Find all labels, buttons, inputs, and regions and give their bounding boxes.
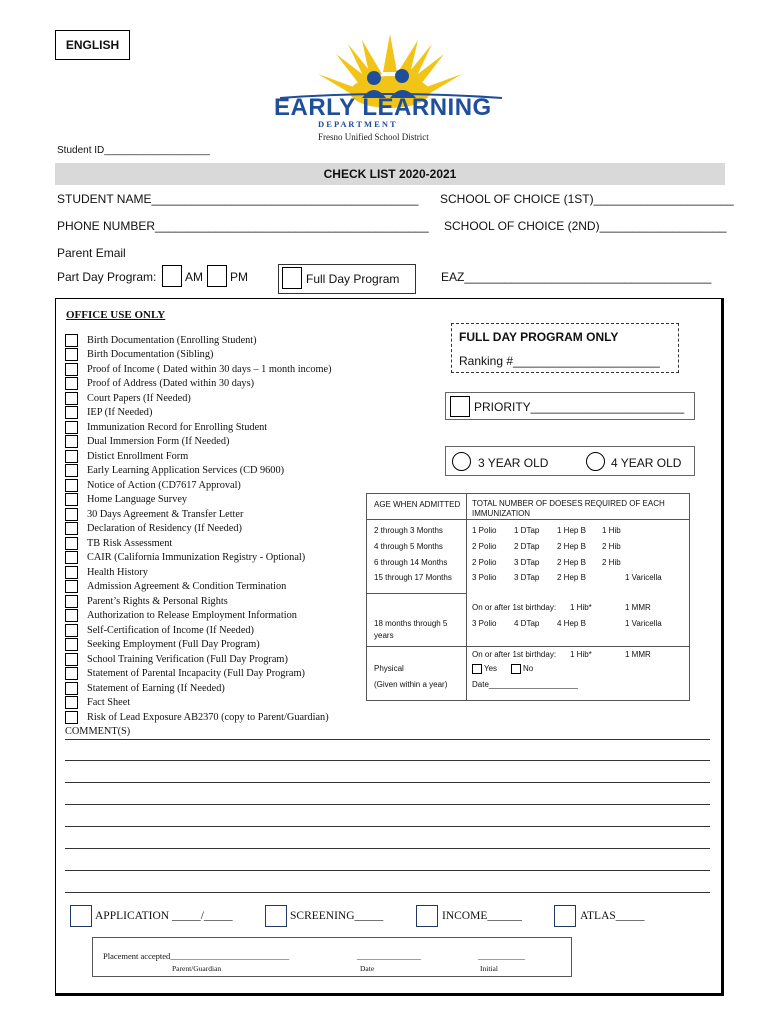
item-label: Admission Agreement & Condition Termination	[87, 581, 287, 593]
table-cell: 1 MMR	[625, 650, 651, 659]
item-label: Proof of Address (Dated within 30 days)	[87, 378, 255, 390]
item-checkbox[interactable]	[65, 638, 78, 651]
table-head-doses: TOTAL NUMBER OF DOESES REQUIRED OF EACH IMMUNIZATION	[472, 499, 665, 518]
table-cell: 1 DTap	[514, 526, 540, 535]
list-item	[65, 594, 332, 609]
priority-checkbox[interactable]	[450, 396, 470, 417]
item-checkbox[interactable]	[65, 508, 78, 521]
table-cell: On or after 1st birthday:	[472, 603, 557, 612]
list-item	[65, 609, 332, 624]
income-checkbox[interactable]	[416, 905, 438, 927]
table-cell: 2 DTap	[514, 542, 540, 551]
item-label: Birth Documentation (Sibling)	[87, 349, 214, 361]
table-cell: 2 Hep B	[557, 542, 586, 551]
list-item	[65, 435, 332, 450]
table-cell: On or after 1st birthday:	[472, 650, 557, 659]
list-item	[65, 565, 332, 580]
item-checkbox[interactable]	[65, 479, 78, 492]
item-checkbox[interactable]	[65, 609, 78, 622]
table-row-age: 6 through 14 Months	[374, 558, 448, 567]
list-item	[65, 710, 332, 725]
application-label: APPLICATION _____/_____	[95, 910, 233, 922]
table-cell: 4 DTap	[514, 619, 540, 628]
list-item	[65, 333, 332, 348]
item-checkbox[interactable]	[65, 377, 78, 390]
table-row-age: 15 through 17 Months	[374, 573, 452, 582]
item-checkbox[interactable]	[65, 406, 78, 419]
date-caption: Date	[360, 964, 375, 973]
item-label: Early Learning Application Services (CD 9600)	[87, 465, 285, 477]
list-item	[65, 406, 332, 421]
comments-label-row	[65, 725, 332, 740]
list-item	[65, 681, 332, 696]
table-cell: 3 Polio	[472, 619, 497, 628]
item-label: Court Papers (If Needed)	[87, 392, 191, 404]
logo-title: EARLY LEARNING	[274, 94, 492, 121]
item-checkbox[interactable]	[65, 421, 78, 434]
table-row-age: 18 months through 5 years	[374, 619, 448, 640]
am-label: AM	[185, 270, 203, 284]
parent-guardian-caption: Parent/Guardian	[172, 964, 222, 973]
list-item	[65, 493, 332, 508]
item-checkbox[interactable]	[65, 493, 78, 506]
item-label: CAIR (California Immunization Registry - Optional)	[87, 552, 306, 564]
item-checkbox[interactable]	[65, 348, 78, 361]
item-label: Birth Documentation (Enrolling Student)	[87, 334, 257, 346]
comment-line[interactable]	[65, 870, 710, 871]
table-cell: 1 Hib*	[570, 650, 592, 659]
table-column-divider	[466, 493, 467, 701]
early-learning-logo	[270, 32, 510, 144]
list-item	[65, 638, 332, 653]
ranking-field[interactable]: Ranking #______________________	[459, 354, 660, 368]
comment-line[interactable]	[65, 739, 710, 740]
item-label: 30 Days Agreement & Transfer Letter	[87, 508, 244, 520]
table-cell: 1 Varicella	[625, 619, 662, 628]
physical-date-field[interactable]: Date____________________	[472, 680, 578, 689]
item-checkbox[interactable]	[65, 464, 78, 477]
item-checkbox[interactable]	[65, 450, 78, 463]
item-label: Home Language Survey	[87, 494, 188, 506]
item-checkbox[interactable]	[65, 522, 78, 535]
list-item	[65, 667, 332, 682]
list-item	[65, 362, 332, 377]
item-label: Statement of Parental Incapacity (Full Day Program)	[87, 668, 305, 680]
atlas-label: ATLAS_____	[580, 910, 645, 922]
item-label: Notice of Action (CD7617 Approval)	[87, 479, 241, 491]
table-cell: 2 Polio	[472, 542, 497, 551]
item-label: School Training Verification (Full Day Program)	[87, 653, 288, 665]
item-label: TB Risk Assessment	[87, 537, 173, 549]
item-checkbox[interactable]	[65, 624, 78, 637]
item-checkbox[interactable]	[65, 334, 78, 347]
physical-yes-label: Yes	[484, 664, 498, 673]
list-item	[65, 536, 332, 551]
item-checkbox[interactable]	[65, 392, 78, 405]
item-label: Declaration of Residency (If Needed)	[87, 523, 242, 535]
comment-line[interactable]	[65, 782, 710, 783]
four-year-radio[interactable]	[586, 452, 605, 471]
three-year-radio[interactable]	[452, 452, 471, 471]
item-checkbox[interactable]	[65, 537, 78, 550]
student-id-field[interactable]: Student ID___________________	[57, 145, 210, 156]
table-cell: 1 Hep B	[557, 526, 586, 535]
item-checkbox[interactable]	[65, 696, 78, 709]
document-checklist	[65, 333, 332, 739]
list-item	[65, 522, 332, 537]
pm-checkbox[interactable]	[207, 265, 227, 287]
table-row-age-note: (Given within a year)	[374, 680, 448, 689]
table-cell: 3 DTap	[514, 558, 540, 567]
item-checkbox[interactable]	[65, 580, 78, 593]
table-cell: 2 Hib	[602, 558, 621, 567]
am-checkbox[interactable]	[162, 265, 182, 287]
item-checkbox[interactable]	[65, 711, 78, 724]
item-checkbox[interactable]	[65, 551, 78, 564]
table-cell: 1 MMR	[625, 603, 651, 612]
placement-initial-field[interactable]: ___________	[478, 951, 525, 961]
language-label: ENGLISH	[55, 30, 130, 60]
school-choice-2-field[interactable]: SCHOOL OF CHOICE (2ND)___________________	[444, 219, 727, 233]
student-name-field[interactable]: STUDENT NAME________________________________________	[57, 192, 419, 206]
phone-number-field[interactable]: PHONE NUMBER_________________________________________	[57, 219, 429, 233]
list-item	[65, 580, 332, 595]
logo-district: Fresno Unified School District	[318, 132, 429, 142]
table-cell: 1 Polio	[472, 526, 497, 535]
four-year-label: 4 YEAR OLD	[611, 456, 682, 470]
table-cell: 1 Hib*	[570, 603, 592, 612]
item-label: Immunization Record for Enrolling Student	[87, 421, 268, 433]
eaz-field[interactable]: EAZ_____________________________________	[441, 270, 712, 284]
physical-yes-checkbox[interactable]	[472, 664, 482, 674]
parent-email-field[interactable]: Parent Email	[57, 246, 126, 260]
list-item	[65, 391, 332, 406]
physical-no-checkbox[interactable]	[511, 664, 521, 674]
table-row-divider	[366, 519, 690, 520]
comments-label: COMMENT(S)	[65, 726, 131, 738]
screening-label: SCREENING_____	[290, 910, 384, 922]
list-item	[65, 420, 332, 435]
table-row-divider	[366, 593, 466, 594]
list-item	[65, 377, 332, 392]
atlas-checkbox[interactable]	[554, 905, 576, 927]
list-item	[65, 478, 332, 493]
item-label: Proof of Income ( Dated within 30 days – 1 month income)	[87, 363, 332, 375]
comment-line[interactable]	[65, 804, 710, 805]
item-label: Fact Sheet	[87, 697, 131, 709]
initial-caption: Initial	[480, 964, 498, 973]
part-day-program-label: Part Day Program:	[57, 270, 157, 284]
pm-label: PM	[230, 270, 248, 284]
table-cell: 1 Hib	[602, 526, 621, 535]
item-label: IEP (If Needed)	[87, 407, 153, 419]
item-label: Risk of Lead Exposure AB2370 (copy to Parent/Guardian)	[87, 711, 329, 723]
school-choice-1-field[interactable]: SCHOOL OF CHOICE (1ST)_____________________	[440, 192, 734, 206]
full-day-program-label: Full Day Program	[306, 272, 400, 286]
placement-date-field[interactable]: _______________	[357, 951, 421, 961]
logo-subtitle: D E P A R T M E N T	[318, 119, 396, 129]
comment-line[interactable]	[65, 892, 710, 893]
item-label: Parent’s Rights & Personal Rights	[87, 595, 228, 607]
table-cell: 3 Polio	[472, 573, 497, 582]
item-label: Authorization to Release Employment Information	[87, 610, 297, 622]
item-checkbox[interactable]	[65, 595, 78, 608]
list-item	[65, 551, 332, 566]
list-item	[65, 449, 332, 464]
list-item	[65, 696, 332, 711]
item-label: Dual Immersion Form (If Needed)	[87, 436, 230, 448]
full-day-title: FULL DAY PROGRAM ONLY	[459, 330, 619, 344]
table-cell: 2 Hep B	[557, 558, 586, 567]
table-row-age: Physical	[374, 664, 404, 673]
table-row-age: 4 through 5 Months	[374, 542, 443, 551]
item-checkbox[interactable]	[65, 653, 78, 666]
list-item	[65, 652, 332, 667]
list-item	[65, 623, 332, 638]
comment-line[interactable]	[65, 760, 710, 761]
list-item	[65, 464, 332, 479]
table-head-age: AGE WHEN ADMITTED	[374, 500, 461, 509]
application-checkbox[interactable]	[70, 905, 92, 927]
table-row-divider	[366, 646, 690, 647]
table-cell: 2 Polio	[472, 558, 497, 567]
item-checkbox[interactable]	[65, 566, 78, 579]
item-checkbox[interactable]	[65, 363, 78, 376]
item-checkbox[interactable]	[65, 435, 78, 448]
table-cell: 2 Hib	[602, 542, 621, 551]
list-item	[65, 348, 332, 363]
comment-line[interactable]	[65, 848, 710, 849]
income-label: INCOME______	[442, 910, 522, 922]
item-label: Self-Certification of Income (If Needed)	[87, 624, 254, 636]
table-cell: 1 Varicella	[625, 573, 662, 582]
table-row-age: 2 through 3 Months	[374, 526, 443, 535]
item-label: Seeking Employment (Full Day Program)	[87, 639, 260, 651]
three-year-label: 3 YEAR OLD	[478, 456, 549, 470]
table-cell: 4 Hep B	[557, 619, 586, 628]
table-cell: 2 Hep B	[557, 573, 586, 582]
item-checkbox[interactable]	[65, 667, 78, 680]
full-day-program-checkbox[interactable]	[282, 267, 302, 289]
screening-checkbox[interactable]	[265, 905, 287, 927]
item-label: Distict Enrollment Form	[87, 450, 189, 462]
list-item	[65, 507, 332, 522]
table-cell: 3 DTap	[514, 573, 540, 582]
item-checkbox[interactable]	[65, 682, 78, 695]
item-label: Statement of Earning (If Needed)	[87, 682, 225, 694]
page-title: CHECK LIST 2020-2021	[55, 163, 725, 185]
placement-signature-field[interactable]: Placement accepted____________________________	[103, 951, 290, 961]
priority-field[interactable]: PRIORITY_______________________	[474, 400, 685, 414]
office-use-title: OFFICE USE ONLY	[66, 309, 166, 321]
item-label: Health History	[87, 566, 148, 578]
physical-no-label: No	[523, 664, 534, 673]
comment-line[interactable]	[65, 826, 710, 827]
